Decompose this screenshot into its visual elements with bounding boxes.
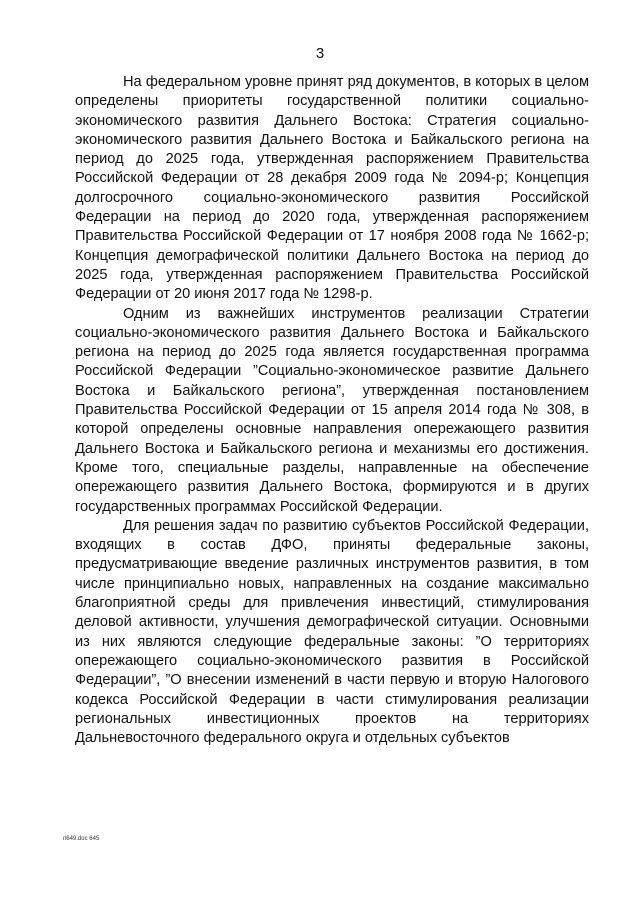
document-body xyxy=(75,73,589,748)
footer-file-code: п649.doc 645 xyxy=(63,836,100,842)
paragraph-state-program: Одним из важнейших инструментов реализации Стратегии социально-экономического развития Дальнего Востока и Байкальского региона на период до 2025 года является государственная программа Российской Федерации ”Социально-экономическое развитие Дальнего Востока и Байкальского региона”, утвержденная постановлением Правительства Российской Федерации от 15 апреля 2014 года № 308, в которой определены основные направления опережающего развития Дальнего Востока и Байкальского региона и механизмы его достижения. Кроме того, специальные разделы, направленные на обеспечение опережающего развития Дальнего Востока, формируются и в других государственных программах Российской Федерации. xyxy=(75,305,589,515)
page-number: 3 xyxy=(315,45,325,62)
paragraph-federal-laws: Для решения задач по развитию субъектов Российской Федерации, входящих в состав ДФО, приняты федеральные законы, предусматривающие введение различных инструментов развития, в том числе принципиально новых, направленных на создание максимально благоприятной среды для привлечения инвестиций, стимулирования деловой активности, улучшения демографической ситуации. Основными из них являются следующие федеральные законы: ”О территориях опережающего социально-экономического развития в Российской Федерации”, ”О внесении изменений в части первую и вторую Налогового кодекса Российской Федерации в части стимулирования реализации региональных инвестиционных проектов на территориях Дальневосточного федерального округа и отдельных субъектов xyxy=(75,517,589,747)
paragraph-federal-documents: На федеральном уровне принят ряд документов, в которых в целом определены приоритеты государственной политики социально-экономического развития Дальнего Востока: Стратегия социально-экономического развития Дальнего Востока и Байкальского региона на период до 2025 года, утвержденная распоряжением Правительства Российской Федерации от 28 декабря 2009 года № 2094-р; Концепция долгосрочного социально-экономического развития Российской Федерации на период до 2020 года, утвержденная распоряжением Правительства Российской Федерации от 17 ноября 2008 года № 1662-р; Концепция демографической политики Дальнего Востока на период до 2025 года, утвержденная распоряжением Правительства Российской Федерации от 20 июня 2017 года № 1298-р. xyxy=(75,74,589,303)
